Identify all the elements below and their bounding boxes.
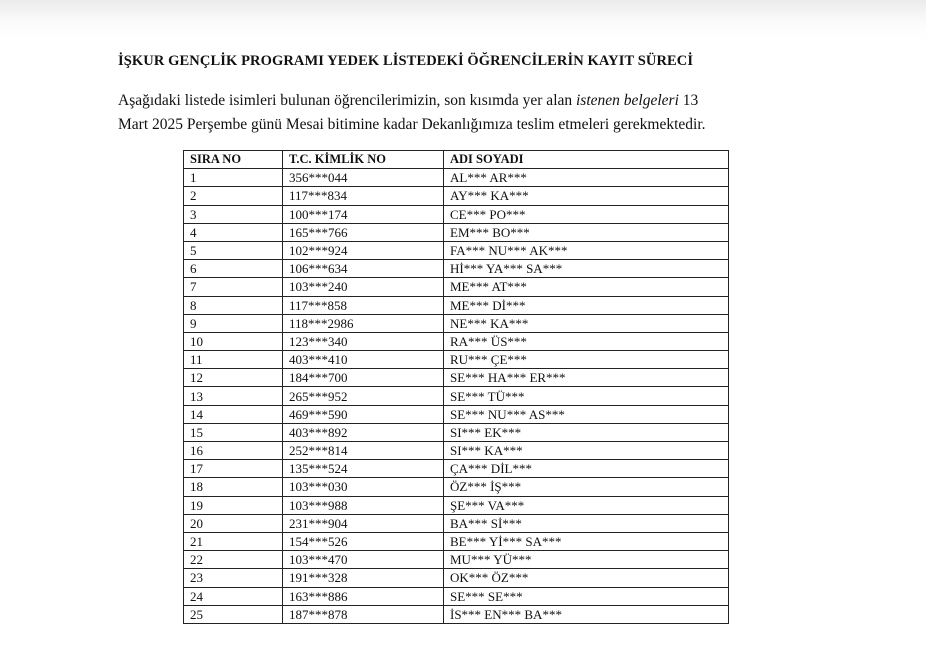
cell-sira-no: 12 xyxy=(184,369,283,387)
table-row xyxy=(184,496,729,514)
cell-adi-soyadi: SI*** EK*** xyxy=(444,423,729,441)
cell-sira-no: 7 xyxy=(184,278,283,296)
table-row xyxy=(184,478,729,496)
cell-sira-no: 18 xyxy=(184,478,283,496)
table-row xyxy=(184,551,729,569)
cell-sira-no: 17 xyxy=(184,460,283,478)
cell-sira-no: 6 xyxy=(184,260,283,278)
cell-tc-kimlik-no: 356***044 xyxy=(283,169,444,187)
cell-adi-soyadi: MU*** YÜ*** xyxy=(444,551,729,569)
document-title: İŞKUR GENÇLİK PROGRAMI YEDEK LİSTEDEKİ ÖĞRENCİLERİN KAYIT SÜRECİ xyxy=(118,53,694,69)
table-header-row xyxy=(184,151,729,169)
cell-adi-soyadi: NE*** KA*** xyxy=(444,314,729,332)
cell-sira-no: 15 xyxy=(184,423,283,441)
table-body xyxy=(184,169,729,624)
instruction-paragraph xyxy=(118,89,838,137)
table-row xyxy=(184,514,729,532)
cell-sira-no: 1 xyxy=(184,169,283,187)
cell-adi-soyadi: AL*** AR*** xyxy=(444,169,729,187)
paragraph-italic-text: istenen belgeleri xyxy=(576,92,679,109)
cell-tc-kimlik-no: 117***858 xyxy=(283,296,444,314)
cell-sira-no: 10 xyxy=(184,332,283,350)
cell-tc-kimlik-no: 103***470 xyxy=(283,551,444,569)
cell-adi-soyadi: AY*** KA*** xyxy=(444,187,729,205)
table-row xyxy=(184,187,729,205)
table-row xyxy=(184,569,729,587)
cell-adi-soyadi: SE*** HA*** ER*** xyxy=(444,369,729,387)
cell-sira-no: 22 xyxy=(184,551,283,569)
cell-sira-no: 3 xyxy=(184,205,283,223)
cell-tc-kimlik-no: 163***886 xyxy=(283,587,444,605)
cell-tc-kimlik-no: 117***834 xyxy=(283,187,444,205)
paragraph-line-1 xyxy=(118,89,838,113)
cell-tc-kimlik-no: 191***328 xyxy=(283,569,444,587)
cell-tc-kimlik-no: 118***2986 xyxy=(283,314,444,332)
header-adi-soyadi: ADI SOYADI xyxy=(444,151,729,169)
cell-adi-soyadi: İS*** EN*** BA*** xyxy=(444,605,729,623)
cell-adi-soyadi: RA*** ÜS*** xyxy=(444,332,729,350)
cell-tc-kimlik-no: 252***814 xyxy=(283,442,444,460)
cell-tc-kimlik-no: 187***878 xyxy=(283,605,444,623)
cell-tc-kimlik-no: 154***526 xyxy=(283,532,444,550)
cell-tc-kimlik-no: 123***340 xyxy=(283,332,444,350)
table-row xyxy=(184,260,729,278)
cell-tc-kimlik-no: 265***952 xyxy=(283,387,444,405)
cell-adi-soyadi: SE*** TÜ*** xyxy=(444,387,729,405)
cell-tc-kimlik-no: 165***766 xyxy=(283,223,444,241)
cell-tc-kimlik-no: 231***904 xyxy=(283,514,444,532)
cell-adi-soyadi: RU*** ÇE*** xyxy=(444,351,729,369)
cell-adi-soyadi: SE*** NU*** AS*** xyxy=(444,405,729,423)
cell-sira-no: 5 xyxy=(184,241,283,259)
cell-adi-soyadi: ŞE*** VA*** xyxy=(444,496,729,514)
cell-adi-soyadi: ÖZ*** İŞ*** xyxy=(444,478,729,496)
table-row xyxy=(184,223,729,241)
cell-sira-no: 14 xyxy=(184,405,283,423)
paragraph-line-2: Mart 2025 Perşembe günü Mesai bitimine kadar Dekanlığımıza teslim etmeleri gerekmektedir. xyxy=(118,116,706,133)
cell-adi-soyadi: SI*** KA*** xyxy=(444,442,729,460)
cell-tc-kimlik-no: 184***700 xyxy=(283,369,444,387)
cell-adi-soyadi: SE*** SE*** xyxy=(444,587,729,605)
cell-tc-kimlik-no: 106***634 xyxy=(283,260,444,278)
cell-sira-no: 8 xyxy=(184,296,283,314)
cell-sira-no: 20 xyxy=(184,514,283,532)
table-row xyxy=(184,423,729,441)
table-row xyxy=(184,205,729,223)
cell-tc-kimlik-no: 100***174 xyxy=(283,205,444,223)
cell-sira-no: 24 xyxy=(184,587,283,605)
header-tc-kimlik-no: T.C. KİMLİK NO xyxy=(283,151,444,169)
table-row xyxy=(184,460,729,478)
cell-tc-kimlik-no: 403***410 xyxy=(283,351,444,369)
cell-adi-soyadi: ME*** AT*** xyxy=(444,278,729,296)
cell-adi-soyadi: ME*** Dİ*** xyxy=(444,296,729,314)
cell-sira-no: 23 xyxy=(184,569,283,587)
cell-tc-kimlik-no: 103***030 xyxy=(283,478,444,496)
cell-tc-kimlik-no: 102***924 xyxy=(283,241,444,259)
cell-adi-soyadi: OK*** ÖZ*** xyxy=(444,569,729,587)
paragraph-text-2: 13 xyxy=(678,92,699,109)
cell-adi-soyadi: FA*** NU*** AK*** xyxy=(444,241,729,259)
cell-tc-kimlik-no: 135***524 xyxy=(283,460,444,478)
student-list-table xyxy=(183,150,729,624)
cell-sira-no: 25 xyxy=(184,605,283,623)
cell-adi-soyadi: Hİ*** YA*** SA*** xyxy=(444,260,729,278)
paragraph-text-1: Aşağıdaki listede isimleri bulunan öğrencilerimizin, son kısımda yer alan xyxy=(118,92,576,109)
cell-adi-soyadi: BE*** Yİ*** SA*** xyxy=(444,532,729,550)
cell-sira-no: 16 xyxy=(184,442,283,460)
table-row xyxy=(184,369,729,387)
cell-sira-no: 11 xyxy=(184,351,283,369)
table-row xyxy=(184,605,729,623)
table-row xyxy=(184,442,729,460)
cell-tc-kimlik-no: 469***590 xyxy=(283,405,444,423)
table-row xyxy=(184,351,729,369)
table-row xyxy=(184,278,729,296)
cell-tc-kimlik-no: 403***892 xyxy=(283,423,444,441)
cell-sira-no: 4 xyxy=(184,223,283,241)
table-row xyxy=(184,587,729,605)
header-sira-no: SIRA NO xyxy=(184,151,283,169)
cell-sira-no: 21 xyxy=(184,532,283,550)
cell-sira-no: 19 xyxy=(184,496,283,514)
cell-adi-soyadi: BA*** Sİ*** xyxy=(444,514,729,532)
table-row xyxy=(184,405,729,423)
table-row xyxy=(184,296,729,314)
table-row xyxy=(184,387,729,405)
cell-adi-soyadi: ÇA*** DİL*** xyxy=(444,460,729,478)
table-row xyxy=(184,314,729,332)
cell-tc-kimlik-no: 103***240 xyxy=(283,278,444,296)
cell-sira-no: 2 xyxy=(184,187,283,205)
cell-adi-soyadi: EM*** BO*** xyxy=(444,223,729,241)
cell-sira-no: 9 xyxy=(184,314,283,332)
cell-adi-soyadi: CE*** PO*** xyxy=(444,205,729,223)
table-row xyxy=(184,169,729,187)
table-row xyxy=(184,332,729,350)
table-row xyxy=(184,241,729,259)
cell-sira-no: 13 xyxy=(184,387,283,405)
table-row xyxy=(184,532,729,550)
cell-tc-kimlik-no: 103***988 xyxy=(283,496,444,514)
